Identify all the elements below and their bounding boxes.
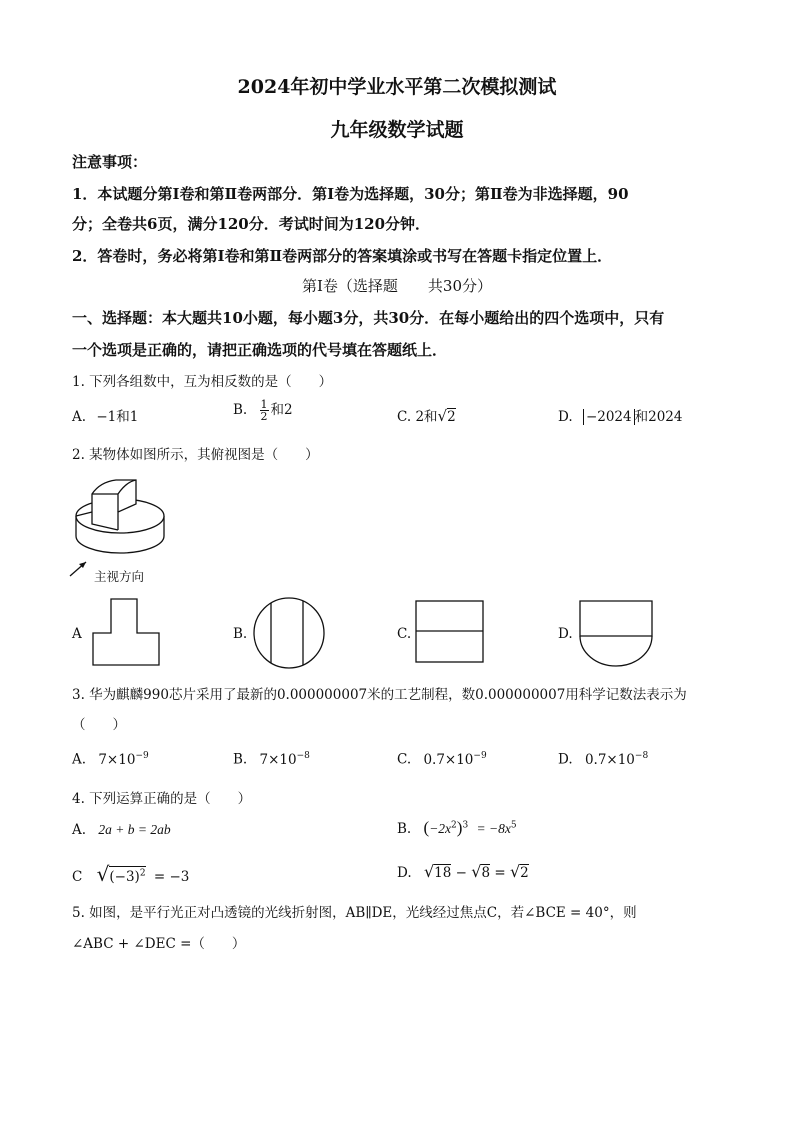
- option-exponent: −9: [135, 751, 149, 761]
- q3-option-d[interactable]: [558, 751, 648, 768]
- radicand: 18: [434, 865, 452, 881]
- absolute-value: −2024: [583, 409, 635, 425]
- option-base: 0.7×10: [423, 751, 474, 768]
- option-label: B.: [233, 402, 248, 418]
- radical-sign: √: [471, 862, 482, 881]
- q3-option-a[interactable]: [72, 751, 149, 768]
- q1-option-a[interactable]: [72, 405, 138, 425]
- q3-option-c[interactable]: [397, 751, 487, 768]
- exam-title: 2024年初中学业水平第二次模拟测试: [237, 76, 557, 98]
- question-4-stem: 4. 下列运算正确的是（ ）: [72, 791, 252, 807]
- radical-sign: √: [509, 862, 521, 881]
- radicand: 2: [520, 865, 529, 881]
- rhs-exponent: 5: [510, 820, 517, 831]
- option-label: C: [72, 869, 83, 885]
- notice-item-1-cont: 分；全卷共6页，满分120分．考试时间为120分钟．: [72, 215, 431, 233]
- question-5-stem: 5. 如图，是平行光正对凸透镜的光线折射图，AB∥DE，光线经过焦点C，若∠BCE = 40°，则: [72, 905, 637, 921]
- radical-sign: √: [437, 407, 448, 425]
- inner-exponent: 2: [451, 820, 457, 831]
- option-text: 和2024: [634, 409, 683, 425]
- radicand: 8: [481, 865, 491, 881]
- radicand: [109, 866, 145, 885]
- option-exponent: −8: [296, 751, 310, 761]
- option-label: C.: [397, 409, 412, 425]
- q1-option-d[interactable]: [558, 405, 682, 425]
- section-instructions-cont: 一个选项是正确的，请把正确选项的代号填在答题纸上．: [72, 341, 448, 359]
- right-paren: ): [456, 818, 463, 837]
- inner-term: −2x: [429, 821, 452, 836]
- radical-sign: √: [96, 862, 110, 886]
- minus-sign: −: [455, 865, 467, 881]
- q2-option-b-shape[interactable]: [252, 596, 326, 670]
- q4-option-b[interactable]: [397, 818, 517, 838]
- option-base: 7×10: [98, 751, 136, 768]
- q1-option-c[interactable]: [397, 405, 456, 425]
- option-label: A.: [72, 409, 87, 425]
- q1-option-b[interactable]: [233, 398, 293, 422]
- exam-subtitle: 九年级数学试题: [330, 119, 464, 141]
- q2-option-c-label[interactable]: C.: [397, 626, 412, 642]
- question-3-stem-cont: （ ）: [72, 717, 126, 733]
- left-paren: (: [423, 818, 430, 837]
- option-label: D.: [558, 751, 573, 768]
- notice-item-2: 2．答卷时，务必将第Ⅰ卷和第Ⅱ卷两部分的答案填涂或书写在答题卡指定位置上．: [72, 247, 613, 265]
- radicand: 2: [447, 409, 456, 425]
- option-expression: 2a + b = 2ab: [98, 822, 171, 837]
- option-label: B.: [397, 821, 412, 837]
- radical-sign: √: [423, 862, 435, 881]
- q2-option-d-label[interactable]: D.: [558, 626, 573, 642]
- option-text: 和2: [270, 402, 293, 418]
- question-5-stem-cont: ∠ABC + ∠DEC =（ ）: [72, 936, 246, 952]
- rhs-term: = −3: [153, 869, 190, 885]
- option-label: B.: [233, 751, 248, 768]
- option-text: −1和1: [96, 409, 139, 425]
- radicand-exponent: 2: [139, 868, 146, 879]
- view-direction-label: 主视方向: [94, 569, 145, 584]
- option-exponent: −9: [473, 751, 487, 761]
- question-1-stem: 1. 下列各组数中，互为相反数的是（ ）: [72, 374, 333, 390]
- fraction-denominator: 2: [260, 410, 268, 423]
- option-label: D.: [397, 865, 412, 881]
- option-label: D.: [558, 409, 573, 425]
- q2-option-a-label[interactable]: A: [72, 626, 82, 642]
- notice-heading: 注意事项：: [72, 153, 148, 171]
- option-label: A.: [72, 822, 87, 838]
- option-base: 0.7×10: [584, 751, 635, 768]
- fraction: [260, 399, 269, 422]
- option-label: A.: [72, 751, 87, 768]
- rhs-term: = −8x: [476, 821, 511, 836]
- q2-option-b-label[interactable]: B.: [233, 626, 248, 642]
- section-title: 第Ⅰ卷（选择题 共30分）: [301, 277, 492, 295]
- option-base: 7×10: [259, 751, 297, 768]
- question-2-stem: 2. 某物体如图所示，其俯视图是（ ）: [72, 447, 319, 463]
- q2-option-d-shape[interactable]: [578, 600, 654, 668]
- q3-option-b[interactable]: [233, 751, 310, 768]
- option-exponent: −8: [634, 751, 649, 761]
- option-label: C.: [397, 751, 412, 768]
- notice-item-1: 1．本试题分第Ⅰ卷和第Ⅱ卷两部分．第Ⅰ卷为选择题，30分；第Ⅱ卷为非选择题，90: [72, 185, 629, 203]
- q2-option-a-shape[interactable]: [90, 598, 162, 668]
- question-3-stem: 3. 华为麒麟990芯片采用了最新的0.000000007米的工艺制程，数0.000000007用科学记数法表示为: [72, 687, 687, 703]
- q4-option-d[interactable]: [397, 862, 529, 881]
- fraction-numerator: 1: [260, 398, 268, 411]
- section-instructions: 一、选择题：本大题共10小题，每小题3分，共30分．在每小题给出的四个选项中，只有: [72, 309, 665, 327]
- outer-exponent: 3: [462, 820, 469, 831]
- equals-sign: =: [494, 865, 506, 881]
- q4-option-a[interactable]: [72, 822, 171, 838]
- q4-option-c[interactable]: [72, 862, 189, 886]
- q2-option-c-shape[interactable]: [415, 600, 485, 664]
- radicand-base: (−3): [109, 869, 140, 885]
- option-text: 2和: [415, 409, 438, 425]
